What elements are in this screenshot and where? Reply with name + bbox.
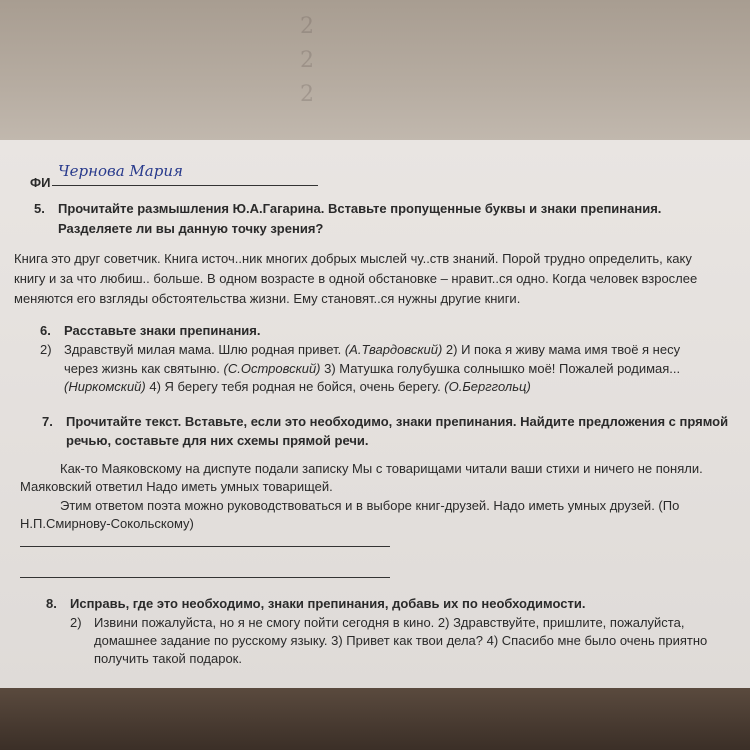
task6-line3: [64, 378, 531, 396]
student-name: Чернова Мария: [58, 162, 183, 180]
task6-title: Расставьте знаки препинания.: [64, 323, 261, 338]
table-surface: [0, 688, 750, 750]
task7-text-line: Маяковский ответил Надо иметь умных товарищей.: [20, 479, 333, 494]
task5-number: 5.: [34, 201, 45, 216]
task6-line2-text: через жизнь как святыню.: [64, 361, 224, 376]
task6-line1-text: Здравствуй милая мама. Шлю родная привет.: [64, 342, 345, 357]
task5-text-line: книгу и за что любиш.. больше. В одном возрасте в одной обстановке – нравит..ся одно. Когда человек взрослее: [14, 271, 698, 286]
task6-line1-rest: 2) И пока я живу мама имя твоё я несу: [442, 342, 681, 357]
background-ghost-marks: [300, 10, 730, 130]
task6-author-ostrovsky: (С.Островский): [223, 361, 321, 376]
task8-number: 8.: [46, 596, 57, 611]
answer-line: [20, 546, 390, 547]
task6-line1: [64, 341, 680, 359]
task8-text-line: получить такой подарок.: [94, 651, 242, 666]
task8-sub-number: 2): [70, 615, 82, 630]
name-underline: [52, 185, 318, 186]
task8-text-line: домашнее задание по русскому языку. 3) Привет как твои дела? 4) Спасибо мне было очень приятно: [94, 633, 708, 648]
task6-sub-number: 2): [40, 342, 52, 357]
fi-label: ФИ: [30, 175, 51, 190]
ghost-mark: 2: [300, 82, 314, 107]
task8-title: Исправь, где это необходимо, знаки препинания, добавь их по необходимости.: [70, 596, 586, 611]
task6-line3-rest: 4) Я берегу тебя родная не бойся, очень берегу.: [145, 379, 445, 394]
task6-number: 6.: [40, 323, 51, 338]
task7-number: 7.: [42, 414, 53, 429]
task5-text-line: Книга это друг советчик. Книга источ..ник многих добрых мыслей чу..ств знаний. Порой трудно определить, каку: [14, 251, 692, 266]
task6-author-berggolts: (О.Берггольц): [444, 379, 531, 394]
task5-text-line: меняются его взгляды обстоятельства жизни. Ему становят..ся нужны другие книги.: [14, 291, 521, 306]
task6-line2: [64, 360, 680, 378]
task7-text-line: Н.П.Смирнову-Сокольскому): [20, 516, 194, 531]
background-sheet: [0, 0, 750, 150]
ghost-mark: 2: [300, 14, 314, 39]
task7-text-line: Этим ответом поэта можно руководствоваться и в выборе книг-друзей. Надо иметь умных друзей. (По: [60, 498, 680, 513]
task7-title-line2: речью, составьте для них схемы прямой речи.: [66, 433, 369, 448]
task7-text-line: Как-то Маяковскому на диспуте подали записку Мы с товарищами читали ваши стихи и ничего не поняли.: [60, 461, 703, 476]
task5-title-line2: Разделяете ли вы данную точку зрения?: [58, 221, 324, 236]
task8-text-line: Извини пожалуйста, но я не смогу пойти сегодня в кино. 2) Здравствуйте, пришлите, пожалуйста,: [94, 615, 685, 630]
answer-line: [20, 577, 390, 578]
ghost-mark: 2: [300, 48, 314, 73]
worksheet: [0, 140, 750, 688]
task6-line2-rest: 3) Матушка голубушка солнышко моё! Пожалей родимая...: [320, 361, 681, 376]
task6-author-nirkomsky: (Ниркомский): [64, 379, 146, 394]
task5-title-line1: Прочитайте размышления Ю.А.Гагарина. Вставьте пропущенные буквы и знаки препинания.: [58, 201, 662, 216]
task7-title-line1: Прочитайте текст. Вставьте, если это необходимо, знаки препинания. Найдите предложения с прямой: [66, 414, 729, 429]
task6-author-tvardovsky: (А.Твардовский): [344, 342, 443, 357]
